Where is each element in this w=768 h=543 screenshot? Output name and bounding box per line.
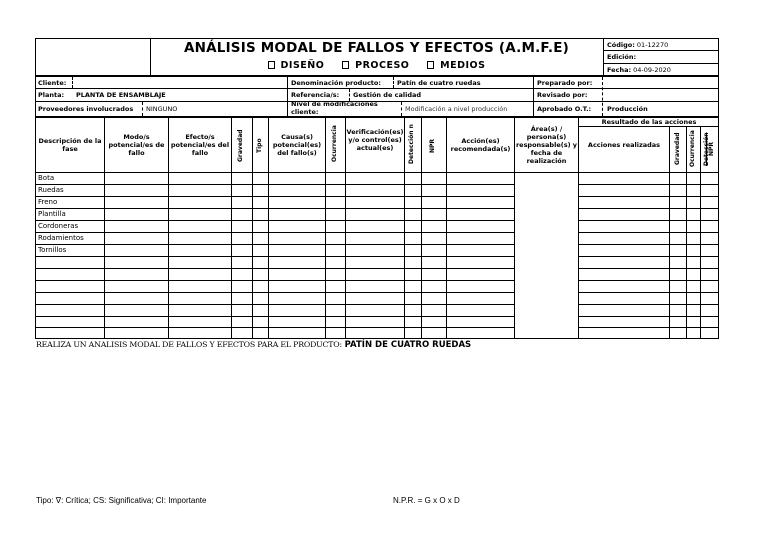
info-dash-5 bbox=[401, 102, 402, 116]
instruction-text bbox=[36, 340, 471, 350]
table-row-line bbox=[578, 208, 719, 209]
table-row-line bbox=[578, 244, 719, 245]
proceso-checkbox[interactable] bbox=[342, 61, 349, 69]
codigo-field bbox=[607, 41, 668, 49]
table-header-bottom bbox=[35, 172, 719, 173]
info-dash-2 bbox=[142, 102, 143, 116]
revisado-label: Revisado por: bbox=[537, 91, 588, 99]
info-divider-1 bbox=[287, 76, 288, 117]
proveedores-label: Proveedores involucrados bbox=[38, 105, 134, 113]
info-divider-2 bbox=[533, 76, 534, 117]
header-divider-right bbox=[603, 38, 604, 76]
table-row-line bbox=[578, 304, 719, 305]
col-divider bbox=[421, 117, 422, 339]
table-row-line bbox=[35, 316, 514, 317]
phase-ruedas: Ruedas bbox=[38, 186, 64, 194]
aprobado-label: Aprobado O.T.: bbox=[537, 105, 592, 113]
phase-plantilla: Plantilla bbox=[38, 210, 66, 218]
proveedores-value: NINGUNO bbox=[146, 105, 178, 113]
table-row-line bbox=[35, 268, 514, 269]
table-row-line bbox=[578, 220, 719, 221]
table-row-line bbox=[35, 232, 514, 233]
col-accion: Acción(es) recomendada(s) bbox=[450, 137, 511, 153]
codigo-value: 01-12270 bbox=[636, 41, 669, 49]
preparado-label: Preparado por: bbox=[537, 79, 593, 87]
table-row-line bbox=[578, 232, 719, 233]
table-row-line bbox=[578, 316, 719, 317]
col-divider bbox=[404, 117, 405, 339]
table-row-line bbox=[35, 220, 514, 221]
tipo-legend: Tipo: ∇: Crítica; CS: Significativa; CI: Importante bbox=[36, 496, 207, 505]
aprobado-value: Producción bbox=[607, 105, 648, 113]
col-r-gravedad: Gravedad bbox=[674, 132, 681, 166]
resultado-underline bbox=[578, 126, 719, 127]
option-diseno-label: DISEÑO bbox=[280, 60, 325, 71]
col-gravedad: Gravedad bbox=[237, 129, 244, 163]
phase-bota: Bota bbox=[38, 174, 55, 182]
referencia-value: Gestión de calidad bbox=[353, 91, 422, 99]
col-acciones-realizadas: Acciones realizadas bbox=[587, 141, 661, 149]
npr-formula: N.P.R. = G x O x D bbox=[393, 496, 460, 505]
col-efecto: Efecto/s potencial/es del fallo bbox=[170, 133, 230, 157]
info-line-1 bbox=[35, 88, 719, 89]
table-row-line bbox=[35, 280, 514, 281]
option-proceso[interactable] bbox=[342, 60, 409, 71]
table-row-line bbox=[578, 327, 719, 328]
option-medios-label: MEDIOS bbox=[440, 60, 486, 71]
info-dash-3 bbox=[393, 77, 394, 88]
fecha-label: Fecha: bbox=[607, 66, 632, 74]
table-row-line bbox=[578, 292, 719, 293]
col-r-deteccion: Detección bbox=[703, 132, 710, 166]
col-r-npr: NPR bbox=[708, 141, 715, 157]
table-row-line bbox=[35, 244, 514, 245]
option-diseno[interactable] bbox=[268, 60, 325, 71]
page-title: ANÁLISIS MODAL DE FALLOS Y EFECTOS (A.M.F.E) bbox=[183, 40, 569, 56]
diseno-checkbox[interactable] bbox=[268, 61, 275, 69]
denominacion-value: Patín de cuatro ruedas bbox=[397, 79, 481, 87]
instruction-prefix: REALIZA UN ANALISIS MODAL DE FALLOS Y EFECTOS PARA EL PRODUCTO: bbox=[36, 340, 342, 349]
info-dash-1 bbox=[72, 77, 73, 88]
table-row-line bbox=[35, 292, 514, 293]
col-causa: Causa(s) potencial(es) del fallo(s) bbox=[272, 133, 322, 157]
cliente-label: Cliente: bbox=[38, 79, 67, 87]
phase-rodamientos: Rodamientos bbox=[38, 234, 84, 242]
phase-cordoneras: Cordoneras bbox=[38, 222, 79, 230]
table-row-line bbox=[578, 184, 719, 185]
planta-label: Planta: bbox=[38, 91, 65, 99]
docinfo-line-2 bbox=[603, 63, 719, 64]
table-row-line bbox=[35, 327, 514, 328]
table-row-line bbox=[578, 196, 719, 197]
phase-freno: Freno bbox=[38, 198, 58, 206]
col-tipo: Tipo bbox=[256, 138, 263, 154]
table-row-line bbox=[578, 268, 719, 269]
col-divider bbox=[252, 117, 253, 339]
table-row-line bbox=[578, 256, 719, 257]
option-proceso-label: PROCESO bbox=[355, 60, 410, 71]
table-row-line bbox=[35, 304, 514, 305]
edicion-label: Edición: bbox=[607, 53, 637, 61]
table-row-line bbox=[35, 184, 514, 185]
codigo-label: Código: bbox=[607, 41, 635, 49]
referencia-label: Referencia/s: bbox=[291, 91, 340, 99]
table-row-line bbox=[35, 208, 514, 209]
col-deteccion: Detección n bbox=[408, 124, 415, 164]
col-divider bbox=[578, 117, 579, 339]
nivel-label: Nivel de modificaciones cliente: bbox=[291, 100, 378, 116]
col-area: Área(s) / persona(s) responsable(s) y fecha de realización bbox=[515, 125, 578, 165]
planta-value: PLANTA DE ENSAMBLAJE bbox=[76, 91, 166, 99]
fecha-value: 04-09-2020 bbox=[633, 66, 671, 74]
col-divider bbox=[325, 117, 326, 339]
denominacion-label: Denominación producto: bbox=[291, 79, 381, 87]
phase-tornillos: Tornillos bbox=[38, 246, 67, 254]
instruction-product: PATÍN DE CUATRO RUEDAS bbox=[344, 340, 472, 350]
table-row-line bbox=[35, 256, 514, 257]
nivel-value: Modificación a nivel producción bbox=[405, 105, 508, 113]
col-modo: Modo/s potencial/es de fallo bbox=[108, 133, 165, 157]
medios-checkbox[interactable] bbox=[427, 61, 434, 69]
col-r-ocurrencia: Ocurrencia bbox=[689, 130, 696, 168]
type-options bbox=[150, 60, 603, 71]
option-medios[interactable] bbox=[427, 60, 485, 71]
col-descripcion: Descripción de la fase bbox=[38, 137, 102, 153]
table-row-line bbox=[35, 196, 514, 197]
col-divider bbox=[231, 117, 232, 339]
fecha-field bbox=[607, 66, 671, 74]
col-verificacion: Verificación(es) y/o control(es) actual(es) bbox=[346, 128, 404, 152]
docinfo-line-1 bbox=[603, 50, 719, 51]
info-dash-6 bbox=[602, 77, 603, 116]
col-npr: NPR bbox=[429, 138, 436, 154]
col-ocurrencia: Ocurrencia bbox=[331, 125, 338, 163]
col-resultado: Resultado de las acciones bbox=[601, 118, 697, 126]
table-row-line bbox=[578, 280, 719, 281]
